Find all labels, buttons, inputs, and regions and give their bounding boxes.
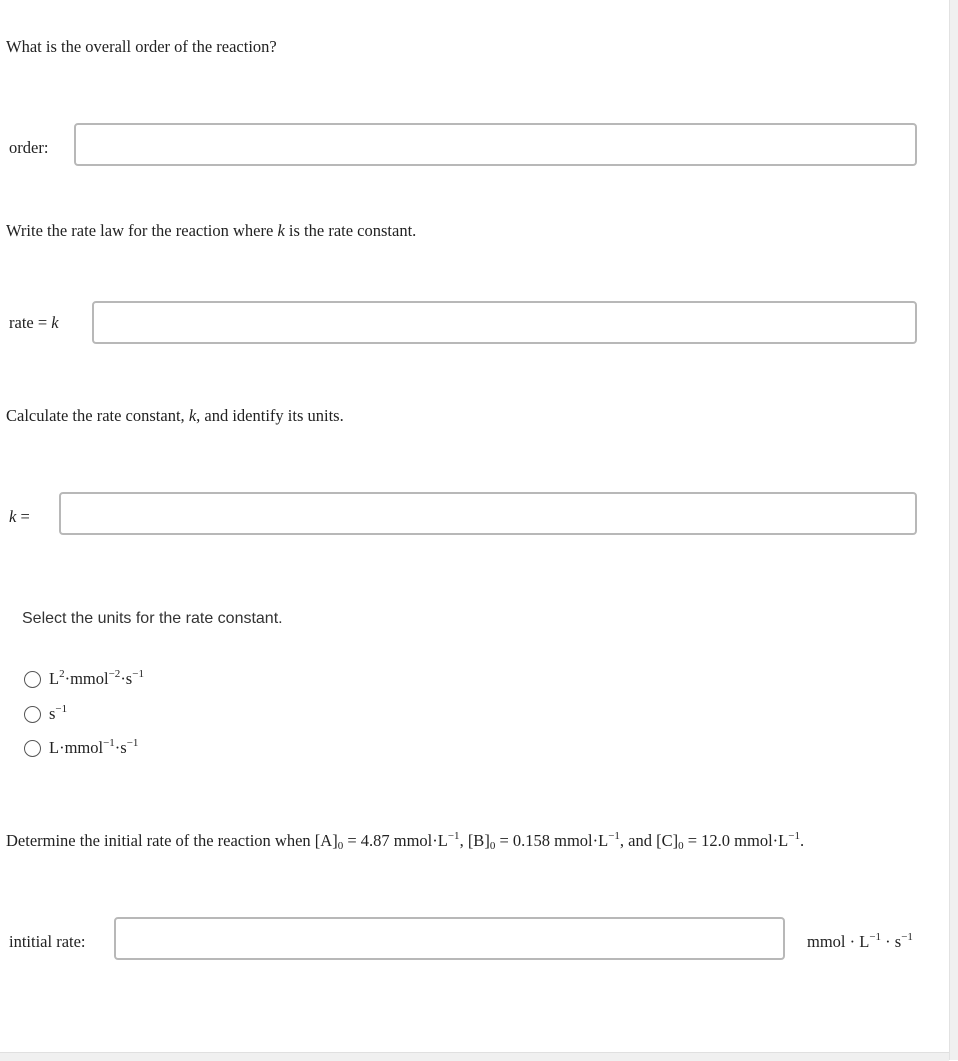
- k-input[interactable]: [59, 492, 917, 535]
- units-option-1[interactable]: [24, 667, 144, 691]
- order-label: order:: [9, 138, 49, 157]
- order-input[interactable]: [74, 123, 917, 166]
- question-rate-constant: Calculate the rate constant, k, and identify its units.: [6, 406, 344, 425]
- units-option-3-label: $L\cdot mmol^{-1}\cdot s^{-1}$: [49, 737, 139, 757]
- question-rate-law: Write the rate law for the reaction where k is the rate constant.: [6, 221, 417, 240]
- initial-rate-label: intitial rate:: [9, 932, 86, 951]
- units-prompt: Select the units for the rate constant.: [22, 610, 283, 627]
- initial-rate-input[interactable]: [114, 917, 785, 960]
- units-option-2[interactable]: [24, 702, 67, 726]
- radio-circle-2[interactable]: [24, 706, 41, 723]
- units-option-3[interactable]: [24, 736, 138, 760]
- units-option-2-label: $s^{-1}$: [49, 703, 68, 723]
- radio-circle-1[interactable]: [24, 671, 41, 688]
- k-label: k =: [9, 507, 30, 526]
- units-option-1-label: $L^2\cdot mmol^{-2}\cdot s^{-1}$: [49, 668, 144, 688]
- initial-rate-units: mmol · $L^{-1} \cdot s^{-1}$: [807, 931, 913, 951]
- rate-law-input[interactable]: [92, 301, 917, 344]
- question-initial-rate: Determine the initial rate of the reaction when $[A]_0 = 4.87$ $mmol\cdot L^{-1}$, $[B]_0 = 0.158$ $mmol\cdot L^{-1}$, and $[C]_0 = 12.0$ $mmol\cdot L^{-1}$.: [6, 830, 805, 852]
- rate-law-label: rate = k: [9, 313, 59, 332]
- radio-circle-3[interactable]: [24, 740, 41, 757]
- scrollbar-track: [949, 0, 958, 1060]
- question-order: What is the overall order of the reaction?: [6, 37, 277, 56]
